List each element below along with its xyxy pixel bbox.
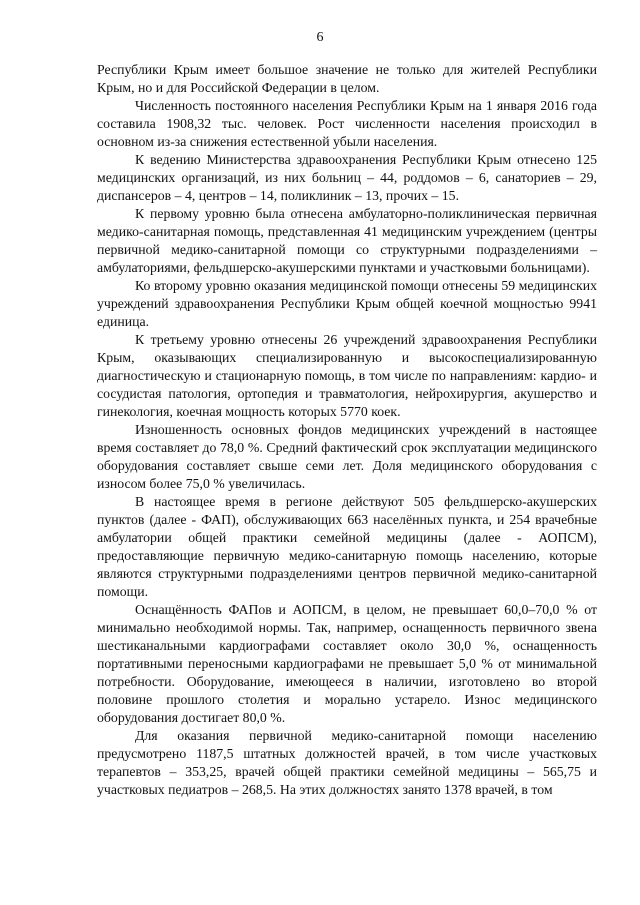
paragraph-first-level: К первому уровню была отнесена амбулаторно-поликлиническая первичная медико-санитарная помощь, представленная 41 медицинским учреждением (центры первичной медико-санитарной помощи со структурными подразделениями – амбулаториями, фельдшерско-акушерскими пунктами и участковыми больницами). (97, 206, 597, 275)
paragraph-continuation: Республики Крым имеет большое значение не только для жителей Республики Крым, но и для Российской Федерации в целом. (97, 62, 597, 95)
document-body (97, 61, 597, 799)
paragraph-third-level: К третьему уровню отнесены 26 учреждений здравоохранения Республики Крым, оказывающих специализированную и высокоспециализированную диагностическую и стационарную помощь, в том числе по направлениям: кардио- и сосудистая патология, ортопедия и травматология, нейрохирургия, акушерство и гинекология, коечная мощность которых 5770 коек. (97, 332, 597, 419)
paragraph-second-level: Ко второму уровню оказания медицинской помощи отнесены 59 медицинских учреждений здравоохранения Республики Крым общей коечной мощностью 9941 единица. (97, 278, 597, 329)
paragraph-staff: Для оказания первичной медико-санитарной помощи населению предусмотрено 1187,5 штатных должностей врачей, в том числе участковых терапевтов – 353,25, врачей общей практики семейной медицины – 565,75 и участковых педиатров – 268,5. На этих должностях занято 1378 врачей, в том (97, 728, 597, 797)
paragraph-population: Численность постоянного населения Республики Крым на 1 января 2016 года составила 1908,32 тыс. человек. Рост численности населения происходил в основном из-за снижения естественной убыли населения. (97, 98, 597, 149)
paragraph-ministry-organizations: К ведению Министерства здравоохранения Республики Крым отнесено 125 медицинских организаций, из них больниц – 44, роддомов – 6, санаториев – 29, диспансеров – 4, центров – 14, поликлиник – 13, прочих – 15. (97, 152, 597, 203)
page-number: 6 (316, 30, 324, 45)
paragraph-fap-aopsm: В настоящее время в регионе действуют 505 фельдшерско-акушерских пунктов (далее - ФАП), обслуживающих 663 населённых пункта, и 254 врачебные амбулатории общей практики семейной медицины (далее - АОПСМ), предоставляющие первичную медико-санитарную помощь населению, которые являются структурными подразделениями центров первичной медико-санитарной помощи. (97, 494, 597, 599)
paragraph-equipment: Оснащённость ФАПов и АОПСМ, в целом, не превышает 60,0–70,0 % от минимально необходимой нормы. Так, например, оснащенность первичного звена шестиканальными кардиографами составляет около 30,0 %, оснащенность портативными переносными кардиографами не превышает 5,0 % от минимальной потребности. Оборудование, имеющееся в наличии, изготовлено во второй половине прошлого столетия и морально устарело. Износ медицинского оборудования достигает 80,0 %. (97, 602, 597, 725)
paragraph-fund-wear: Изношенность основных фондов медицинских учреждений в настоящее время составляет до 78,0 %. Средний фактический срок эксплуатации медицинского оборудования составляет свыше семи лет. Доля медицинского оборудования с износом более 75,0 % увеличилась. (97, 422, 597, 491)
